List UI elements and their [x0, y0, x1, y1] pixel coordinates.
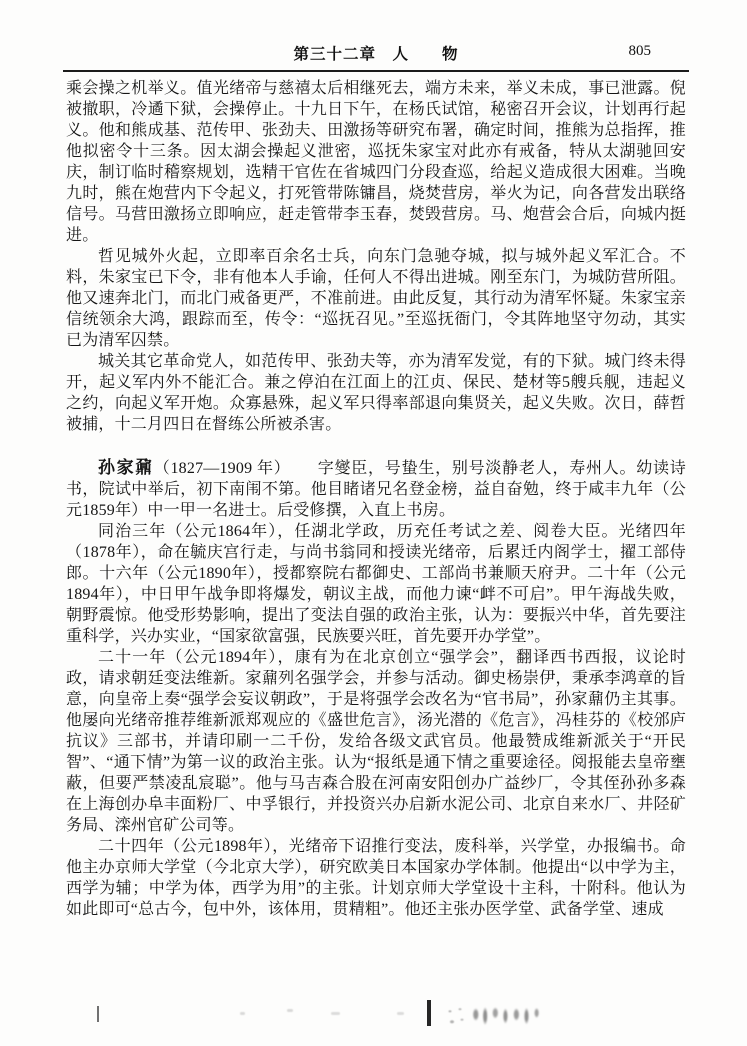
paragraph-uprising-1: 乘会操之机举义。值光绪帝与慈禧太后相继死去，端方未来，举义未成，事已泄露。倪被撤职，冷遹下狱，会操停止。十九日下午，在杨氏试馆，秘密召开会议，计划再行起义。他和熊成基、范传甲、张劲夫、田激扬等研究布署，确定时间，推熊为总指挥，推他拟密令十三条。因太湖会操起义泄密，巡抚朱家宝对此亦有戒备，特从太湖驰回安庆，制订临时稽察规划，选精干官佐在省城四门分段查巡，给起义造成很大困难。当晚九时，熊在炮营内下令起义，打死管带陈镛昌，烧焚营房，举火为记，向各营发出联络信号。马营田激扬立即响应，赶走管带李玉春，焚毁营房。马、炮营会合后，向城内挺进。 — [66, 80, 686, 244]
scan-artifact-tick — [97, 1006, 99, 1022]
bio-intro-text: 字燮臣，号蛰生，别号淡静老人，寿州人。幼读诗书，院试中举后，初下南闱不第。他目睹诸兄名登金榜，益自奋勉，终于咸丰九年（公元1859年）中一甲一名进士。后受修撰，入直上书房。 — [66, 460, 686, 519]
page-number: 805 — [628, 43, 651, 59]
page-header — [64, 42, 688, 64]
person-life-dates: （1827—1909 年） — [153, 460, 291, 477]
paragraph-bio-4: 二十四年（公元1898年），光绪帝下诏推行变法，废科举，兴学堂，办报编书。命他主办京师大学堂（今北京大学），研究欧美日本国家办学体制。他提出“以中学为主，西学为辅；中学为体，西学为用”的主张。计划京师大学堂设十主科，十附科。他认为如此即可“总古今，包中外，该体用，贯精粗”。他还主张办医学堂、武备学堂、速成 — [66, 838, 686, 918]
scan-artifact-dot — [331, 1012, 340, 1015]
paragraph-bio-head — [66, 457, 686, 521]
header-divider — [63, 70, 689, 72]
scan-artifact-dot — [287, 1009, 293, 1012]
chapter-title: 第三十二章 人 物 — [293, 46, 459, 63]
scan-artifact-dot — [240, 1012, 245, 1015]
paragraph-bio-3: 二十一年（公元1894年），康有为在北京创立“强学会”，翻译西书西报，议论时政，请求朝廷变法维新。家鼐列名强学会，并参与活动。御史杨崇伊，秉承李鸿章的旨意，向皇帝上奏“强学会妄议朝政”，于是将强学会改名为“官书局”，孙家鼐仍主其事。他屡向光绪帝推荐维新派郑观应的《盛世危言》，汤光潜的《危言》，冯桂芬的《校邠庐抗议》三部书，并请印刷一二千份，发给各级文武官员。他最赞成维新派关于“开民智”、“通下情”为第一议的政治主张。认为“报纸是通下情之重要途径。阅报能去皇帝壅蔽，但要严禁凌乱宸聪”。他与马吉森合股在河南安阳创办广益纱厂，令其侄孙孙多森在上海创办阜丰面粉厂、中孚银行，并投资兴办启新水泥公司、北京自来水厂、井陉矿务局、滦州官矿公司等。 — [66, 649, 686, 834]
scan-artifact-smudge — [468, 999, 546, 1030]
scan-artifact-bar — [427, 1000, 431, 1026]
person-name: 孙家鼐 — [98, 458, 154, 477]
page-body — [66, 78, 686, 920]
paragraph-uprising-3: 城关其它革命党人，如范传甲、张劲夫等，亦为清军发觉，有的下狱。城门终未得开，起义军内外不能汇合。兼之停泊在江面上的江贞、保民、楚材等5艘兵舰，违起义之约，向起义军开炮。众寡悬殊，起义军只得率部退向集贤关，起义失败。次日，薛哲被捕，十二月四日在督练公所被杀害。 — [66, 353, 686, 433]
scan-artifact-dot — [397, 1012, 404, 1015]
paragraph-uprising-2: 哲见城外火起，立即率百余名士兵，向东门急驰夺城，拟与城外起义军汇合。不料，朱家宝已下令，非有他本人手谕，任何人不得出进城。刚至东门，为城防营所阻。他又速奔北门，而北门戒备更严，不准前进。由此反复，其行动为清军怀疑。朱家宝亲信统领余大鸿，跟踪而至，传令：“巡抚召见。”至巡抚衙门，令其阵地坚守勿动，其实已为清军囚禁。 — [66, 248, 686, 349]
scan-artifact-smudge — [446, 1005, 466, 1026]
paragraph-bio-2: 同治三年（公元1864年），任湖北学政，历充任考试之差、阅卷大臣。光绪四年（1878年），命在毓庆宫行走，与尚书翁同和授读光绪帝，后累迁内阁学士，擢工部侍郎。十六年（公元1890年），授都察院右都御史、工部尚书兼顺天府尹。二十年（公元1894年），中日甲午战争即将爆发，朝议主战，而他力谏“衅不可启”。甲午海战失败，朝野震惊。他受形势影响，提出了变法自强的政治主张，认为：要振兴中华，首先要注重科学，兴办实业，“国家欲富强，民族要兴旺，首先要开办学堂”。 — [66, 523, 686, 645]
